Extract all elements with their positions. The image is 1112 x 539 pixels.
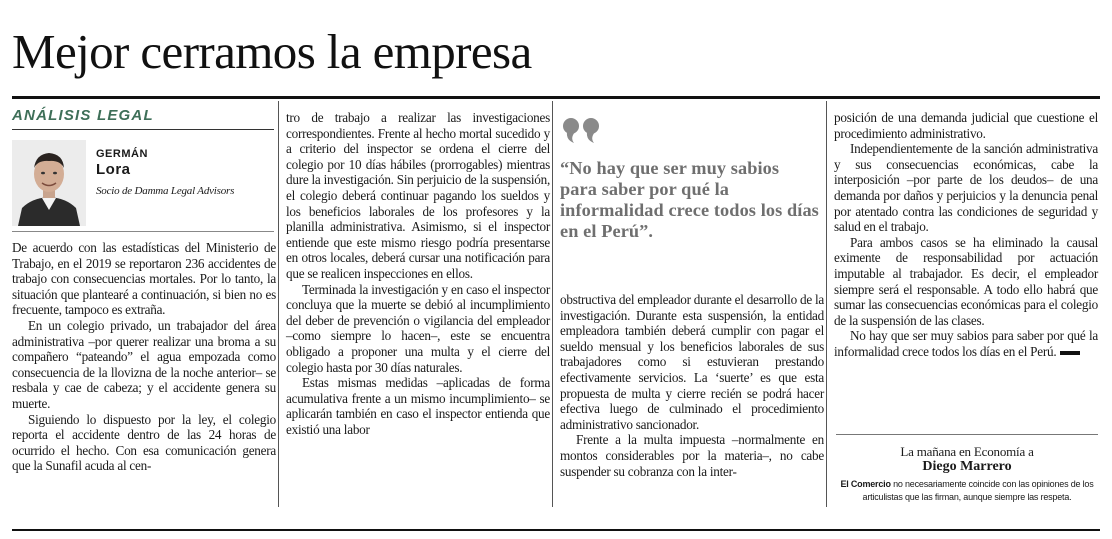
author-rule [12, 231, 274, 232]
paragraph: Terminada la investigación y en caso el inspector concluya que la muerte se debió al incumplimiento del deber de prevención o vigilancia del empleador –como siempre lo hacen–, este se encuentra obligado a proponer una multa y el cierre del colegio hasta por 30 días naturales. [286, 281, 550, 375]
column-divider [826, 101, 827, 507]
column-4 [834, 110, 1098, 360]
paragraph: posición de una demanda judicial que cuestione el procedimiento administrativo. [834, 110, 1098, 141]
next-column-label: La mañana en Economía a [900, 444, 1034, 459]
paragraph [834, 328, 1098, 359]
author-photo [12, 140, 86, 226]
paragraph: Estas mismas medidas –aplicadas de forma acumulativa frente a un mismo incumplimiento– se aplicarán también en caso el inspector entienda que existió una labor [286, 375, 550, 437]
author-portrait-icon [12, 140, 86, 226]
paragraph: Frente a la multa impuesta –normalmente en montos considerables por la materia–, no cabe suspender su cobranza con la inter- [560, 432, 824, 479]
column-1 [12, 240, 276, 474]
section-rule [12, 129, 274, 130]
disclaimer [836, 478, 1098, 504]
disclaimer-brand: El Comercio [840, 479, 891, 489]
paragraph-text: No hay que ser muy sabios para saber por qué la informalidad crece todos los días en el Perú. [834, 328, 1098, 359]
paragraph: tro de trabajo a realizar las investigaciones correspondientes. Frente al hecho mortal sucedido y a criterio del inspector se ordena el cierre del colegio por 10 días hábiles (prorrogables) mientras dure la investigación. Sin perjuicio de la suspensión, el colegio deberá continuar pagando los sueldos y los beneficios laborales de los profesores y la planilla administrativa. Asimismo, si el inspector entiende que este mismo riesgo podría presentarse en otros locales, deberá cursar una notificación para que se realicen inspecciones en ellos. [286, 110, 550, 281]
paragraph: Independientemente de la sanción administrativa y sus consecuencias económicas, cabe la interposición –por parte de los deudos– de una demanda por daños y perjuicios y la denuncia penal por atentado contra las condiciones de seguridad y salud en el trabajo. [834, 141, 1098, 235]
paragraph: En un colegio privado, un trabajador del área administrativa –por querer realizar una broma a su compañero “pateando” el agua empozada como consecuencia de la lloviznа de la noche anterior– se resbala y cae de cabeza; y el accidente genera su muerte. [12, 317, 276, 411]
next-column-note [836, 444, 1098, 475]
column-divider [278, 101, 279, 507]
column-2 [286, 110, 550, 437]
headline: Mejor cerramos la empresa [12, 24, 532, 79]
paragraph: Para ambos casos se ha eliminado la causal eximente de responsabilidad por actuación imputable al trabajador. Es decir, el empleador siempre será el responsable. A todo ello habrá que sumar las consecuencias económicas para el colegio de la suspensión de las clases. [834, 234, 1098, 328]
footer-rule [836, 434, 1098, 435]
author-last-name: Lora [96, 161, 131, 178]
section-label: ANÁLISIS LEGAL [12, 107, 154, 124]
quote-mark-icon [562, 116, 602, 144]
next-column-author: Diego Marrero [922, 459, 1012, 474]
headline-rule [12, 96, 1100, 99]
author-role: Socio de Damma Legal Advisors [96, 185, 235, 197]
pull-quote: “No hay que ser muy sabios para saber por qué la informalidad crece todos los días en el Perú”. [560, 158, 819, 241]
paragraph: obstructiva del empleador durante el desarrollo de la investigación. Durante esta suspensión, la entidad empleadora también deberá cumplir con pagar el sueldo mensual y los beneficios laborales de sus trabajadores como si estuvieran prestando efectivamente servicios. La ‘suerte’ es que esta propuesta de multa y cierre recién se podrá hacer efectiva luego de culminado el procedimiento administrativo sancionador. [560, 292, 824, 432]
disclaimer-text: no necesariamente coincide con las opiniones de los articulistas que las firman, aunque siempre las respeta. [862, 479, 1094, 502]
column-divider [552, 101, 553, 507]
column-3 [560, 292, 824, 479]
paragraph: Siguiendo lo dispuesto por la ley, el colegio reporta el accidente dentro de las 24 horas de ocurrido el hecho. Con esa comunicación genera que la Sunafil acuda al cen- [12, 411, 276, 474]
author-first-name: GERMÁN [96, 148, 148, 160]
end-mark-icon [1060, 351, 1080, 355]
bottom-rule [12, 529, 1100, 531]
paragraph: De acuerdo con las estadísticas del Ministerio de Trabajo, en el 2019 se reportaron 236 accidentes de trabajo con consecuencias mortales. Por lo tanto, la situación que plantearé a continuación, si bien no es frecuente, tampoco es extraña. [12, 240, 276, 318]
